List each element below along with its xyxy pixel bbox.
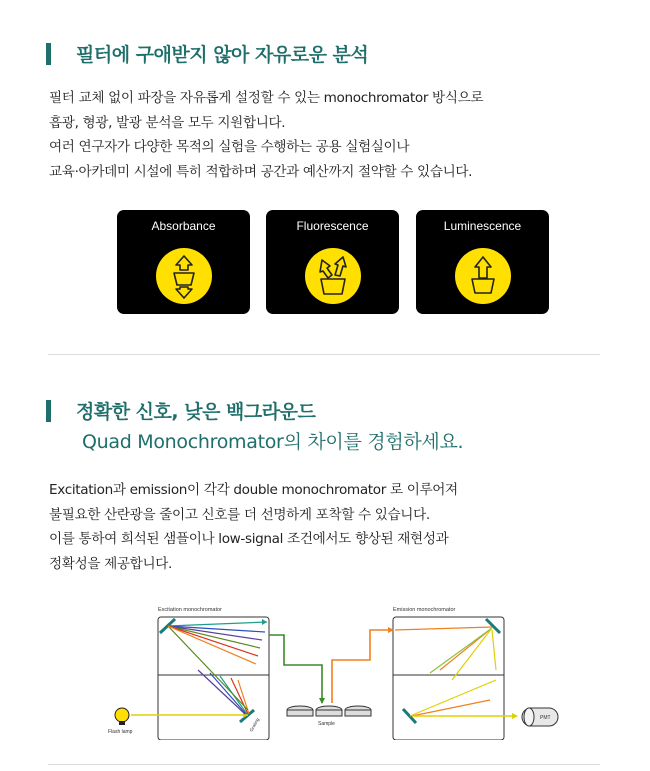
fluorescence-card (266, 210, 399, 314)
section1-heading (46, 40, 368, 67)
sample-well-3-body (345, 710, 371, 716)
pmt-label: PMT (540, 715, 551, 721)
sample-well-2-body (316, 710, 342, 716)
paragraph-line: Excitation과 emission이 각각 double monochromator 로 이루어져 (49, 482, 458, 498)
section2-heading (46, 397, 315, 424)
paragraph-line: 정확성을 제공합니다. (49, 555, 172, 572)
excitation-label: Excitation monochromator (158, 607, 222, 613)
paragraph-line: 이를 통하여 희석된 샘플이나 low-signal 조건에서도 향상된 재현성과 (49, 531, 449, 547)
heading-accent-bar (46, 400, 51, 422)
section2-title: 정확한 신호, 낮은 백그라운드 (76, 401, 316, 423)
fan-ray-1 (168, 622, 267, 626)
absorbance-card (117, 210, 250, 314)
emission-label: Emission monochromator (393, 607, 456, 613)
em-ray-6 (410, 680, 496, 716)
luminescence-label: Luminescence (443, 219, 522, 233)
green-ray (168, 626, 248, 710)
luminescence-card (416, 210, 549, 314)
quad-monochromator-diagram (100, 600, 570, 740)
section-divider (48, 354, 600, 355)
em-ray-1 (395, 627, 492, 630)
flash-lamp-icon (115, 708, 129, 722)
fluorescence-icon (305, 248, 361, 304)
pmt-arrow (512, 713, 518, 719)
sample-label: Sample (318, 721, 335, 727)
paragraph-line: 불필요한 산란광을 줄이고 신호를 더 선명하게 포착할 수 있습니다. (49, 506, 430, 523)
section1-paragraph (49, 86, 483, 184)
paragraph-line: 여러 연구자가 다양한 목적의 실험을 수행하는 공용 실험실이나 (49, 139, 410, 155)
flash-lamp-label: Flash lamp (108, 729, 133, 735)
fan-ray-6 (168, 626, 256, 664)
pmt-face (524, 708, 534, 726)
paragraph-line: 필터 교체 없이 파장을 자유롭게 설정할 수 있는 monochromator 방식으로 (49, 90, 484, 106)
fluorescence-label: Fluorescence (296, 219, 369, 233)
em-ray-3 (430, 628, 492, 673)
em-ray-7 (412, 700, 490, 716)
bottom-divider (48, 764, 600, 765)
excitation-to-sample-path (269, 635, 322, 703)
em-ray-5 (492, 630, 496, 670)
sample-to-emission-path (332, 630, 393, 703)
section1-title: 필터에 구애받지 않아 자유로운 분석 (76, 44, 369, 66)
section2-subtitle: Quad Monochromator의 차이를 경험하세요. (82, 431, 464, 453)
sample-well-1-body (287, 710, 313, 716)
paragraph-line: 흡광, 형광, 발광 분석을 모두 지원합니다. (49, 114, 286, 131)
absorbance-label: Absorbance (151, 219, 216, 233)
grating-label: Grating (248, 717, 261, 733)
blue-ray (210, 673, 246, 714)
em-ray-4 (452, 628, 492, 680)
excitation-path-arrow (319, 698, 325, 704)
paragraph-line: 교육·아카데미 시설에 특히 적합하며 공간과 예산까지 절약할 수 있습니다. (49, 163, 473, 180)
heading-accent-bar (46, 43, 51, 65)
absorbance-icon (156, 248, 212, 304)
emission-monochromator-box (393, 617, 504, 740)
luminescence-icon (455, 248, 511, 304)
lamp-base (119, 721, 125, 725)
fan-ray-3 (168, 626, 262, 640)
section2-paragraph (49, 478, 458, 576)
fan-ray-1-arrow (262, 619, 267, 625)
